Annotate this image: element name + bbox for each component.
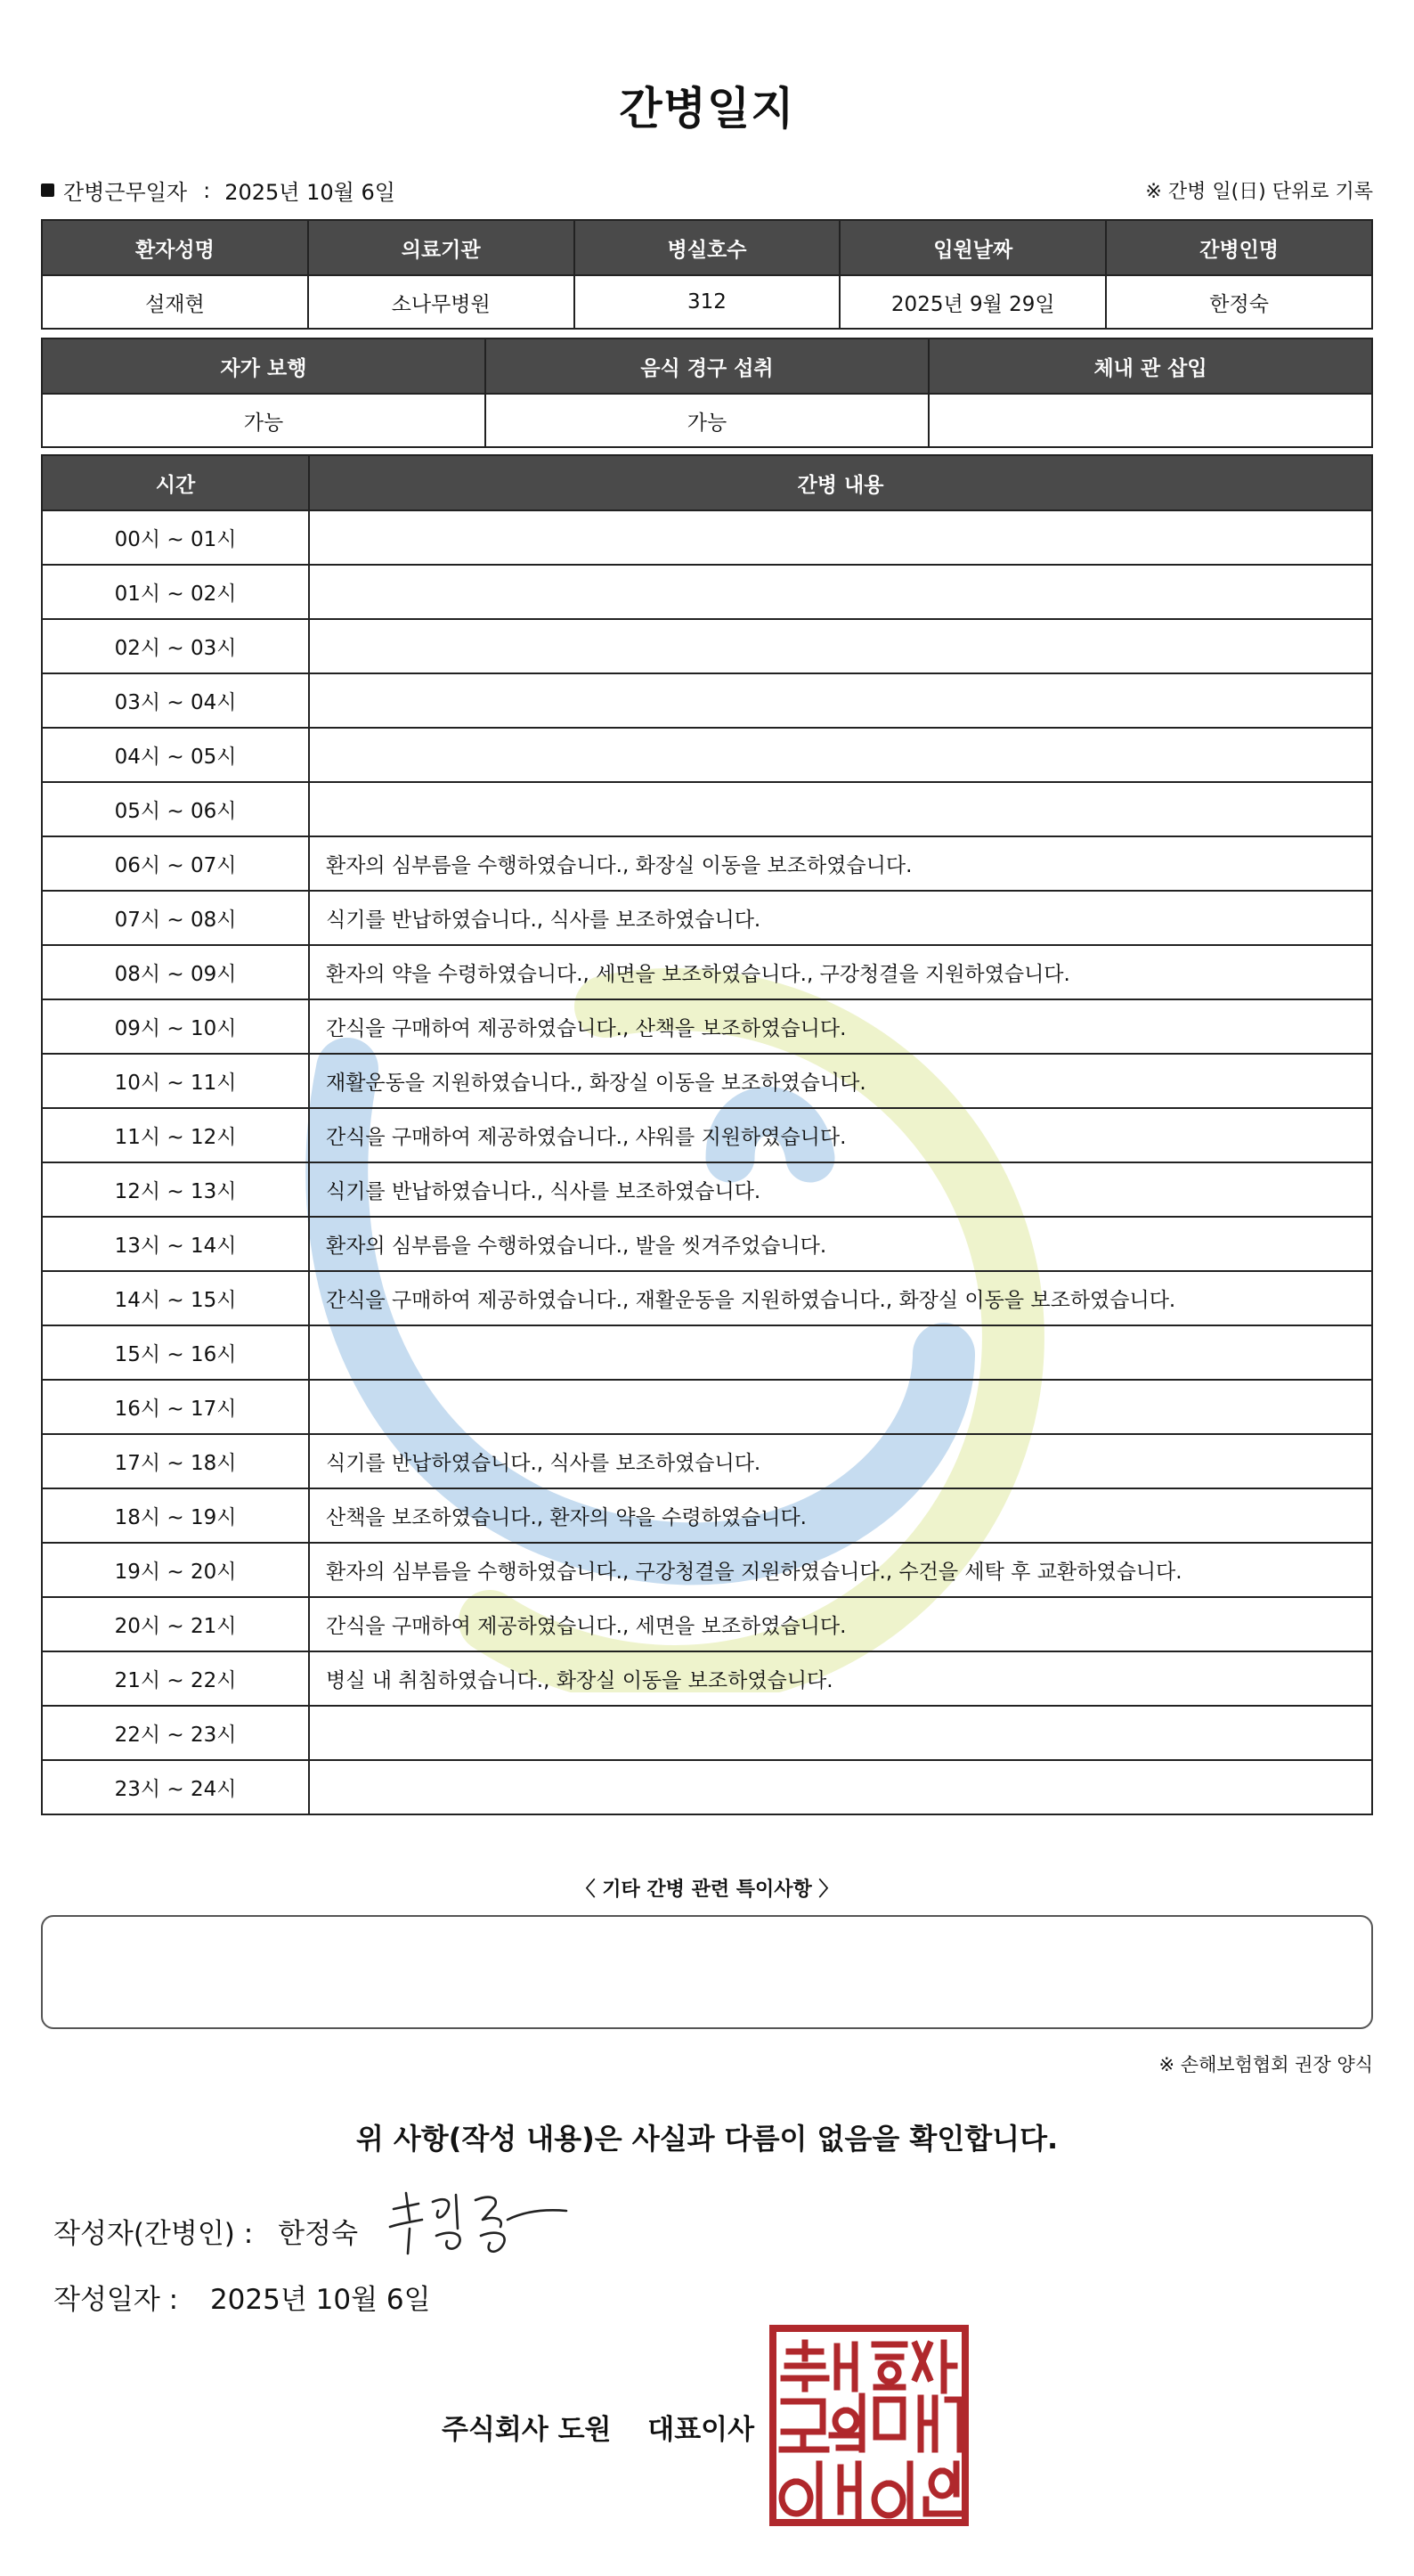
writer-label: 작성자(간병인) : xyxy=(53,2218,254,2250)
log-time: 21시 ~ 22시 xyxy=(42,1651,309,1706)
admission-date-header: 입원날짜 xyxy=(840,220,1106,275)
log-row xyxy=(42,510,1372,565)
company-name: 주식회사 도원 xyxy=(442,2414,612,2446)
written-date-line xyxy=(53,2277,431,2317)
log-content: 환자의 심부름을 수행하였습니다., 화장실 이동을 보조하였습니다. xyxy=(309,836,1372,891)
confirmation-statement: 위 사항(작성 내용)은 사실과 다름이 없음을 확인합니다. xyxy=(355,2122,1059,2156)
log-time: 15시 ~ 16시 xyxy=(42,1325,309,1380)
tube-insertion-header: 체내 관 삽입 xyxy=(929,338,1372,394)
log-row xyxy=(42,1217,1372,1271)
log-content: 간식을 구매하여 제공하였습니다., 산책을 보조하였습니다. xyxy=(309,999,1372,1054)
log-time: 12시 ~ 13시 xyxy=(42,1162,309,1217)
log-time: 07시 ~ 08시 xyxy=(42,891,309,945)
log-time: 08시 ~ 09시 xyxy=(42,945,309,999)
log-time: 10시 ~ 11시 xyxy=(42,1054,309,1108)
log-time: 03시 ~ 04시 xyxy=(42,673,309,728)
log-content: 간식을 구매하여 제공하였습니다., 세면을 보조하였습니다. xyxy=(309,1597,1372,1651)
log-time: 13시 ~ 14시 xyxy=(42,1217,309,1271)
log-content: 간식을 구매하여 제공하였습니다., 재활운동을 지원하였습니다., 화장실 이동을 보조하였습니다. xyxy=(309,1271,1372,1325)
caregiver-name: 한정숙 xyxy=(1106,275,1372,329)
oral-intake-status: 가능 xyxy=(485,394,929,447)
log-time: 00시 ~ 01시 xyxy=(42,510,309,565)
written-date-value: 2025년 10월 6일 xyxy=(209,2284,431,2316)
log-content xyxy=(309,782,1372,836)
log-time: 01시 ~ 02시 xyxy=(42,565,309,619)
log-row xyxy=(42,945,1372,999)
log-time: 06시 ~ 07시 xyxy=(42,836,309,891)
log-row xyxy=(42,1271,1372,1325)
log-content xyxy=(309,1760,1372,1814)
time-header: 시간 xyxy=(42,455,309,510)
log-row xyxy=(42,999,1372,1054)
writer-name: 한정숙 xyxy=(278,2218,359,2250)
log-row xyxy=(42,1760,1372,1814)
log-row xyxy=(42,1543,1372,1597)
log-content xyxy=(309,565,1372,619)
log-time: 20시 ~ 21시 xyxy=(42,1597,309,1651)
tube-insertion-status xyxy=(929,394,1372,447)
caregiver-name-header: 간병인명 xyxy=(1106,220,1372,275)
log-time: 18시 ~ 19시 xyxy=(42,1488,309,1543)
oral-intake-header: 음식 경구 섭취 xyxy=(485,338,929,394)
log-row xyxy=(42,1054,1372,1108)
content-header: 간병 내용 xyxy=(309,455,1372,510)
log-time: 23시 ~ 24시 xyxy=(42,1760,309,1814)
walking-header: 자가 보행 xyxy=(42,338,485,394)
log-time: 04시 ~ 05시 xyxy=(42,728,309,782)
representative-title: 대표이사 xyxy=(647,2414,755,2446)
walking-status: 가능 xyxy=(42,394,485,447)
log-content xyxy=(309,673,1372,728)
form-note: ※ 손해보험협회 권장 양식 xyxy=(1158,2054,1373,2075)
company-seal xyxy=(769,2325,969,2526)
log-row xyxy=(42,673,1372,728)
log-content xyxy=(309,619,1372,673)
log-row xyxy=(42,1651,1372,1706)
log-row xyxy=(42,836,1372,891)
admission-date: 2025년 9월 29일 xyxy=(840,275,1106,329)
writer-line xyxy=(53,2211,358,2251)
log-content xyxy=(309,1706,1372,1760)
log-content: 환자의 약을 수령하였습니다., 세면을 보조하였습니다., 구강청결을 지원하였습니다. xyxy=(309,945,1372,999)
log-row xyxy=(42,891,1372,945)
remarks-title: 〈 기타 간병 관련 특이사항 〉 xyxy=(575,1879,839,1901)
company-line xyxy=(442,2407,754,2447)
work-date-separator: : xyxy=(203,177,211,203)
log-content: 식기를 반납하였습니다., 식사를 보조하였습니다. xyxy=(309,891,1372,945)
log-time: 14시 ~ 15시 xyxy=(42,1271,309,1325)
patient-name-header: 환자성명 xyxy=(42,220,308,275)
work-date-line xyxy=(41,175,395,206)
log-content xyxy=(309,1325,1372,1380)
log-content: 식기를 반납하였습니다., 식사를 보조하였습니다. xyxy=(309,1434,1372,1488)
patient-name: 설재현 xyxy=(42,275,308,329)
log-row xyxy=(42,619,1372,673)
hourly-log-table xyxy=(41,454,1373,1815)
log-content xyxy=(309,510,1372,565)
remarks-box xyxy=(41,1915,1373,2029)
written-date-label: 작성일자 : xyxy=(53,2284,179,2316)
log-row xyxy=(42,1488,1372,1543)
log-content xyxy=(309,1380,1372,1434)
patient-info-table xyxy=(41,219,1373,330)
hospital-header: 의료기관 xyxy=(308,220,574,275)
room-number-header: 병실호수 xyxy=(574,220,841,275)
log-content: 재활운동을 지원하였습니다., 화장실 이동을 보조하였습니다. xyxy=(309,1054,1372,1108)
log-time: 09시 ~ 10시 xyxy=(42,999,309,1054)
log-row xyxy=(42,1380,1372,1434)
log-row xyxy=(42,1325,1372,1380)
log-content: 식기를 반납하였습니다., 식사를 보조하였습니다. xyxy=(309,1162,1372,1217)
log-content: 병실 내 취침하였습니다., 화장실 이동을 보조하였습니다. xyxy=(309,1651,1372,1706)
log-content: 간식을 구매하여 제공하였습니다., 샤워를 지원하였습니다. xyxy=(309,1108,1372,1162)
log-time: 22시 ~ 23시 xyxy=(42,1706,309,1760)
log-row xyxy=(42,1108,1372,1162)
log-content xyxy=(309,728,1372,782)
patient-status-table xyxy=(41,338,1373,448)
log-row xyxy=(42,1706,1372,1760)
log-content: 산책을 보조하였습니다., 환자의 약을 수령하였습니다. xyxy=(309,1488,1372,1543)
log-content: 환자의 심부름을 수행하였습니다., 발을 씻겨주었습니다. xyxy=(309,1217,1372,1271)
log-time: 05시 ~ 06시 xyxy=(42,782,309,836)
unit-note: ※ 간병 일(日) 단위로 기록 xyxy=(1145,181,1373,203)
log-time: 19시 ~ 20시 xyxy=(42,1543,309,1597)
log-row xyxy=(42,565,1372,619)
log-content: 환자의 심부름을 수행하였습니다., 구강청결을 지원하였습니다., 수건을 세탁 후 교환하였습니다. xyxy=(309,1543,1372,1597)
square-bullet-icon xyxy=(41,183,54,197)
work-date-value: 2025년 10월 6일 xyxy=(224,180,395,205)
log-row xyxy=(42,1597,1372,1651)
log-row xyxy=(42,1162,1372,1217)
log-row xyxy=(42,1434,1372,1488)
handwritten-signature xyxy=(383,2184,579,2264)
log-row xyxy=(42,728,1372,782)
hospital-name: 소나무병원 xyxy=(308,275,574,329)
room-number: 312 xyxy=(574,275,841,329)
work-date-label: 간병근무일자 xyxy=(63,180,188,205)
log-time: 02시 ~ 03시 xyxy=(42,619,309,673)
page-title: 간병일지 xyxy=(619,83,795,135)
log-row xyxy=(42,782,1372,836)
log-time: 11시 ~ 12시 xyxy=(42,1108,309,1162)
log-rows xyxy=(42,510,1372,1814)
log-time: 17시 ~ 18시 xyxy=(42,1434,309,1488)
log-time: 16시 ~ 17시 xyxy=(42,1380,309,1434)
